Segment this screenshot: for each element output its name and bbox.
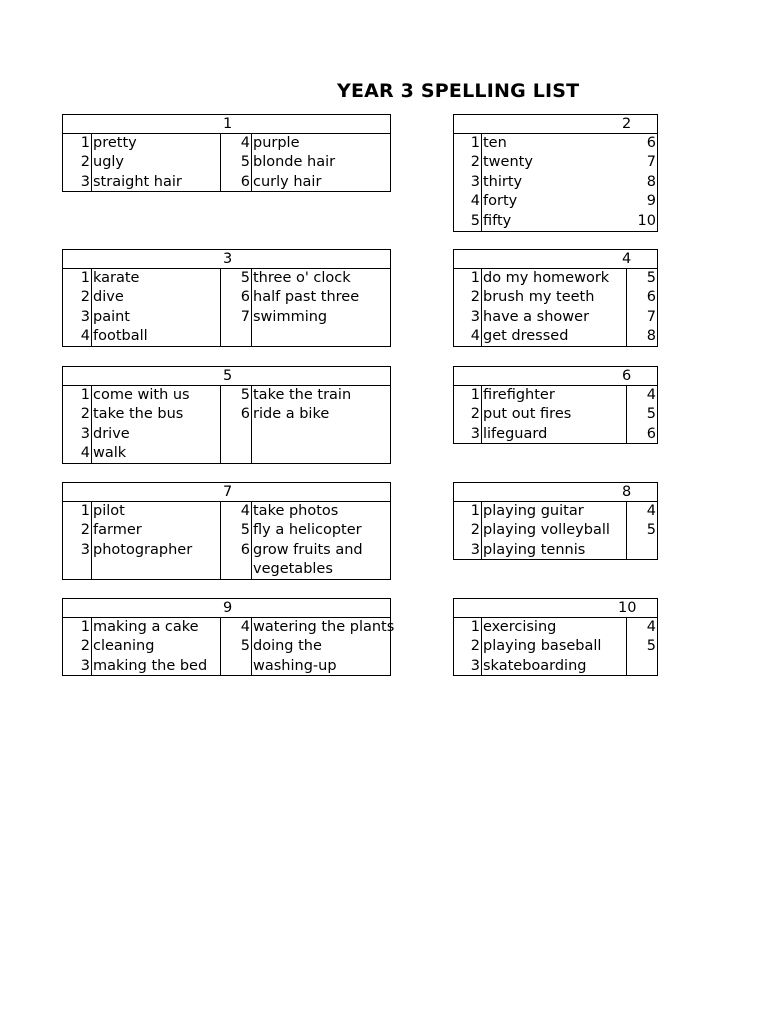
item-number: 3 — [80, 541, 90, 558]
item-number: 1 — [80, 270, 90, 286]
item-number: 1 — [470, 503, 480, 519]
spelling-word: lifeguard — [483, 425, 548, 442]
spelling-word: dive — [93, 289, 124, 306]
word-column — [481, 386, 626, 443]
word-column — [251, 618, 395, 675]
spelling-word: blonde hair — [253, 154, 336, 171]
item-number: 6 — [240, 173, 250, 190]
word-column — [481, 502, 626, 559]
spelling-word: walk — [93, 445, 127, 462]
spelling-word: come with us — [93, 387, 190, 403]
item-number: 3 — [470, 173, 480, 190]
spelling-word: cleaning — [93, 638, 155, 655]
list-header — [454, 367, 657, 386]
list-number: 8 — [622, 484, 632, 500]
spelling-word: playing baseball — [483, 638, 602, 655]
spelling-word: paint — [93, 308, 130, 325]
item-number: 4 — [240, 135, 250, 151]
spelling-word: grow fruits and — [253, 541, 363, 558]
spelling-word: watering the plants — [253, 619, 395, 635]
number-column — [220, 269, 251, 346]
number-column — [220, 134, 251, 191]
item-number: 5 — [240, 154, 250, 171]
spelling-word: ride a bike — [253, 406, 330, 423]
item-number: 3 — [470, 541, 480, 558]
number-column — [63, 134, 91, 191]
number-column — [220, 386, 251, 463]
item-number: 1 — [470, 619, 480, 635]
item-number: 2 — [470, 522, 480, 539]
item-number: 5 — [646, 522, 656, 539]
list-header — [454, 115, 657, 134]
item-number: 7 — [646, 154, 656, 171]
word-column — [251, 502, 390, 579]
spelling-word: playing tennis — [483, 541, 586, 558]
item-number: 1 — [80, 135, 90, 151]
item-number: 5 — [240, 270, 250, 286]
list-number: 4 — [622, 251, 632, 267]
spelling-word: karate — [93, 270, 140, 286]
number-column — [621, 134, 657, 231]
item-number: 2 — [80, 154, 90, 171]
item-number: 5 — [646, 406, 656, 423]
list-number: 10 — [618, 600, 637, 616]
spelling-word: half past three — [253, 289, 360, 306]
spelling-list-7 — [62, 482, 391, 580]
item-number: 1 — [80, 619, 90, 635]
list-number: 2 — [622, 116, 632, 132]
spelling-word: washing-up — [253, 657, 337, 674]
spelling-word: three o' clock — [253, 270, 351, 286]
list-number: 9 — [223, 600, 233, 616]
item-number: 6 — [646, 289, 656, 306]
item-number: 2 — [470, 638, 480, 655]
spelling-list-8 — [453, 482, 658, 560]
list-header — [63, 115, 390, 134]
list-number: 7 — [223, 484, 233, 500]
spelling-list-5 — [62, 366, 391, 464]
item-number: 2 — [80, 406, 90, 423]
item-number: 4 — [80, 328, 90, 345]
item-number: 3 — [80, 657, 90, 674]
item-number: 3 — [470, 425, 480, 442]
spelling-list-10 — [453, 598, 658, 676]
page-title: YEAR 3 SPELLING LIST — [337, 80, 580, 102]
list-header — [454, 483, 657, 502]
number-column — [220, 618, 251, 675]
spelling-word: exercising — [483, 619, 557, 635]
number-column — [454, 134, 481, 231]
word-column — [91, 269, 220, 346]
item-number: 4 — [646, 503, 656, 519]
item-number: 2 — [470, 406, 480, 423]
spelling-word: ten — [483, 135, 507, 151]
list-header — [63, 599, 390, 618]
item-number: 4 — [240, 503, 250, 519]
spelling-word: take the train — [253, 387, 352, 403]
item-number: 7 — [240, 308, 250, 325]
number-column — [63, 386, 91, 463]
item-number: 8 — [646, 328, 656, 345]
list-number: 3 — [223, 251, 233, 267]
spelling-word: do my homework — [483, 270, 610, 286]
item-number: 4 — [470, 328, 480, 345]
spelling-word: drive — [93, 425, 130, 442]
item-number: 4 — [646, 387, 656, 403]
spelling-word: curly hair — [253, 173, 322, 190]
spelling-word: pilot — [93, 503, 125, 519]
word-column — [481, 134, 621, 231]
item-number: 3 — [80, 173, 90, 190]
item-number: 3 — [470, 308, 480, 325]
spelling-word: have a shower — [483, 308, 590, 325]
item-number: 4 — [80, 445, 90, 462]
word-column — [91, 134, 220, 191]
word-column — [481, 269, 626, 346]
list-number: 1 — [223, 116, 233, 132]
item-number: 5 — [646, 270, 656, 286]
number-column — [63, 618, 91, 675]
item-number: 5 — [470, 212, 480, 229]
number-column — [63, 502, 91, 579]
list-number: 5 — [223, 368, 233, 384]
spelling-word: skateboarding — [483, 657, 587, 674]
spelling-word: doing the — [253, 638, 322, 655]
spelling-word: firefighter — [483, 387, 555, 403]
spelling-word: fly a helicopter — [253, 522, 362, 539]
list-header — [63, 250, 390, 269]
number-column — [626, 269, 657, 346]
item-number: 10 — [637, 212, 656, 229]
number-column — [454, 386, 481, 443]
item-number: 4 — [470, 193, 480, 210]
spelling-word: brush my teeth — [483, 289, 595, 306]
number-column — [454, 502, 481, 559]
spelling-word: pretty — [93, 135, 137, 151]
item-number: 1 — [80, 387, 90, 403]
spelling-word: playing guitar — [483, 503, 584, 519]
spelling-word: take the bus — [93, 406, 184, 423]
item-number: 6 — [646, 425, 656, 442]
item-number: 2 — [80, 522, 90, 539]
word-column — [91, 618, 220, 675]
item-number: 4 — [646, 619, 656, 635]
item-number — [221, 560, 250, 579]
number-column — [626, 386, 657, 443]
spelling-word: swimming — [253, 308, 328, 325]
word-column — [91, 386, 220, 463]
number-column — [626, 618, 657, 675]
item-number: 6 — [240, 289, 250, 306]
number-column — [454, 618, 481, 675]
spelling-list-2 — [453, 114, 658, 232]
spelling-list-6 — [453, 366, 658, 444]
word-column — [481, 618, 626, 675]
list-header — [454, 599, 657, 618]
item-number: 3 — [80, 308, 90, 325]
spelling-word: ugly — [93, 154, 125, 171]
spelling-word: put out fires — [483, 406, 572, 423]
spelling-word: take photos — [253, 503, 339, 519]
item-number: 6 — [240, 541, 250, 558]
spelling-list-1 — [62, 114, 391, 192]
item-number: 3 — [80, 425, 90, 442]
number-column — [626, 502, 657, 559]
item-number: 4 — [240, 619, 250, 635]
item-number: 6 — [240, 406, 250, 423]
item-number: 3 — [470, 657, 480, 674]
spelling-word: farmer — [93, 522, 142, 539]
number-column — [220, 502, 251, 579]
item-number: 1 — [80, 503, 90, 519]
spelling-word: straight hair — [93, 173, 182, 190]
word-column — [91, 502, 220, 579]
spelling-list-9 — [62, 598, 395, 676]
list-header — [63, 367, 390, 386]
spelling-word: football — [93, 328, 148, 345]
spelling-word: vegetables — [253, 561, 333, 578]
spelling-word: forty — [483, 193, 518, 210]
item-number: 5 — [646, 638, 656, 655]
item-number: 1 — [470, 270, 480, 286]
item-number: 8 — [646, 173, 656, 190]
item-number: 9 — [646, 193, 656, 210]
spelling-word: thirty — [483, 173, 523, 190]
spelling-word: making the bed — [93, 657, 208, 674]
item-number: 7 — [646, 308, 656, 325]
item-number: 2 — [470, 289, 480, 306]
word-column — [251, 269, 390, 346]
item-number: 2 — [80, 638, 90, 655]
item-number: 5 — [240, 522, 250, 539]
item-number: 5 — [240, 387, 250, 403]
spelling-word: fifty — [483, 212, 512, 229]
number-column — [454, 269, 481, 346]
item-number — [221, 657, 250, 676]
list-number: 6 — [622, 368, 632, 384]
spelling-word: photographer — [93, 541, 193, 558]
spelling-word: playing volleyball — [483, 522, 610, 539]
spelling-word: get dressed — [483, 328, 569, 345]
number-column — [63, 269, 91, 346]
item-number: 2 — [470, 154, 480, 171]
item-number: 1 — [470, 135, 480, 151]
spelling-word: making a cake — [93, 619, 199, 635]
list-header — [63, 483, 390, 502]
spelling-word: twenty — [483, 154, 533, 171]
spelling-list-3 — [62, 249, 391, 347]
list-header — [454, 250, 657, 269]
item-number: 2 — [80, 289, 90, 306]
word-column — [251, 386, 390, 463]
item-number: 6 — [646, 135, 656, 151]
spelling-list-4 — [453, 249, 658, 347]
item-number: 1 — [470, 387, 480, 403]
spelling-word: purple — [253, 135, 300, 151]
word-column — [251, 134, 390, 191]
item-number: 5 — [240, 638, 250, 655]
